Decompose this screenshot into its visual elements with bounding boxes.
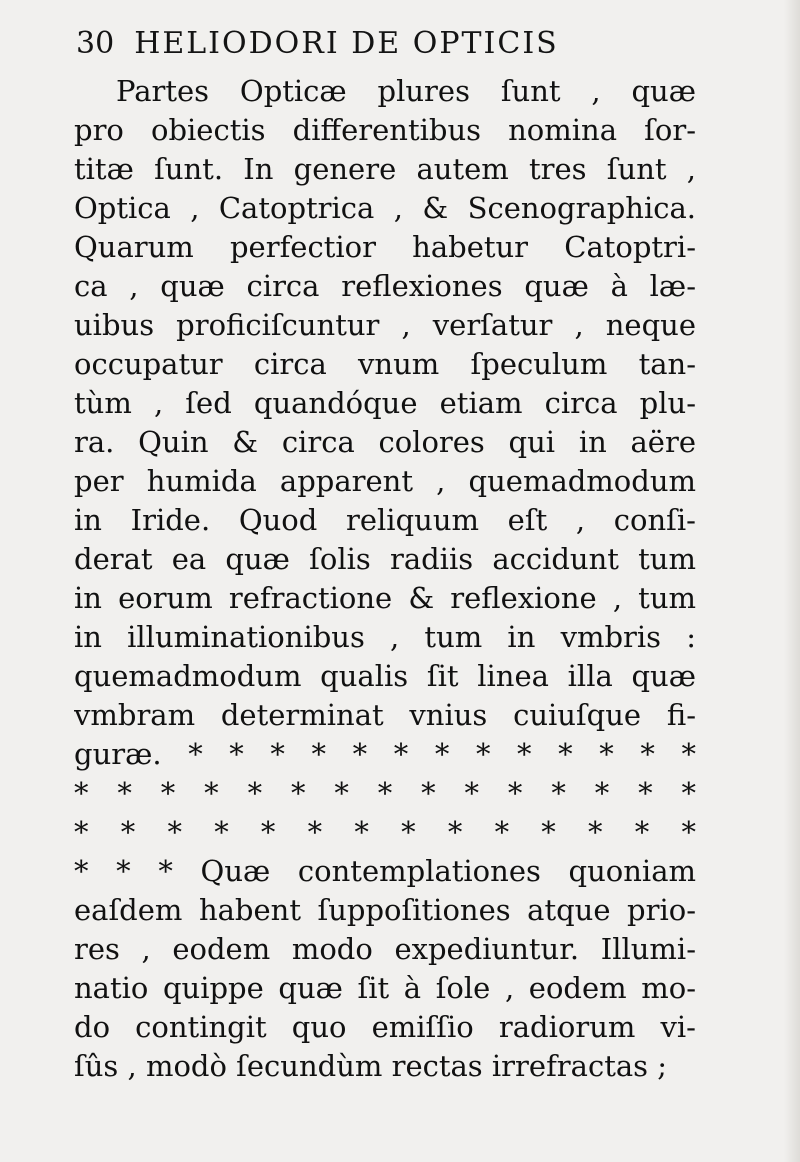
text-line: ca , quæ circa reflexiones quæ à læ- xyxy=(74,269,696,303)
text-line: * * * Quæ contemplationes quoniam xyxy=(74,854,696,888)
body-text xyxy=(74,72,696,1086)
page-number: 30 xyxy=(76,26,115,61)
page-edge-shadow xyxy=(784,0,800,1162)
text-line: occupatur circa vnum ſpeculum tan- xyxy=(74,347,696,381)
text-line: res , eodem modo expediuntur. Illumi- xyxy=(74,932,696,966)
text-line: natio quippe quæ ſit à ſole , eodem mo- xyxy=(74,971,696,1005)
lacuna-line: * * * * * * * * * * * * * * xyxy=(74,815,696,849)
text-line: ſûs , modò ſecundùm rectas irrefractas ; xyxy=(74,1049,668,1083)
lacuna-line: * * * * * * * * * * * * * * * xyxy=(74,776,696,810)
text-line: vmbram determinat vnius cuiuſque fi- xyxy=(74,698,696,732)
text-line: Quarum perfectior habetur Catoptri- xyxy=(74,230,696,264)
text-line: do contingit quo emiſſio radiorum vi- xyxy=(74,1010,696,1044)
text-line: in eorum refractione & reflexione , tum xyxy=(74,581,696,615)
text-line: ra. Quin & circa colores qui in aëre xyxy=(74,425,696,459)
text-line: quemadmodum qualis ſit linea illa quæ xyxy=(74,659,696,693)
text-line: titæ ſunt. In genere autem tres ſunt , xyxy=(74,152,696,186)
lacuna-line: guræ. * * * * * * * * * * * * * xyxy=(74,737,696,771)
text-line: derat ea quæ ſolis radiis accidunt tum xyxy=(74,542,696,576)
text-line: in illuminationibus , tum in vmbris : xyxy=(74,620,696,654)
text-line: per humida apparent , quemadmodum xyxy=(74,464,696,498)
text-line: Optica , Catoptrica , & Scenographica. xyxy=(74,191,696,225)
text-line: uibus proficiſcuntur , verſatur , neque xyxy=(74,308,696,342)
text-line: pro obiectis differentibus nomina ſor- xyxy=(74,113,696,147)
running-head: HELIODORI DE OPTICIS xyxy=(134,26,559,61)
text-line: in Iride. Quod reliquum eſt , conſi- xyxy=(74,503,696,537)
text-line: eaſdem habent ſuppoſitiones atque prio- xyxy=(74,893,696,927)
text-line: tùm , ſed quandóque etiam circa plu- xyxy=(74,386,696,420)
page-header xyxy=(76,26,559,74)
text-line: Partes Opticæ plures ſunt , quæ xyxy=(116,74,696,108)
